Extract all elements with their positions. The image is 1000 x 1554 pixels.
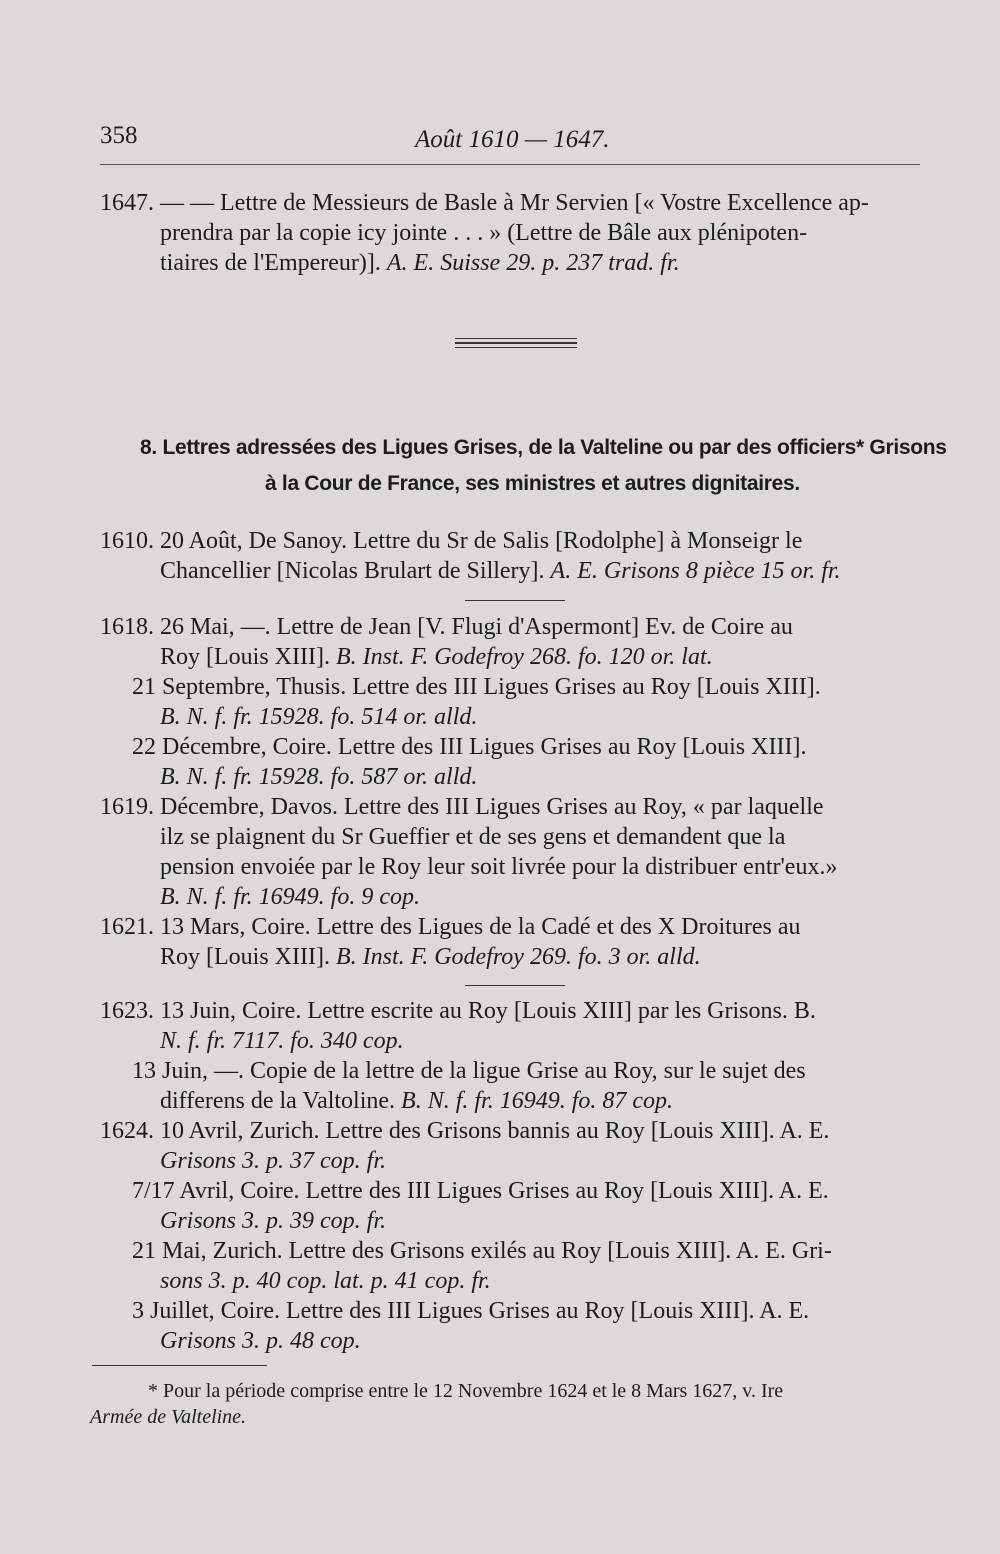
archive-reference: A. E. Suisse 29. p. 237 trad. fr.: [386, 250, 680, 276]
archive-reference: B. N. f. fr. 16949. fo. 87 cop.: [401, 1088, 674, 1114]
entry-1647: [100, 188, 940, 278]
archive-reference: sons 3. p. 40 cop. lat. p. 41 cop. fr.: [160, 1268, 491, 1294]
section-heading-line: 8. Lettres adressées des Ligues Grises, de la Valteline ou par des officiers* Grisons: [140, 436, 947, 459]
entry-line: 1623. 13 Juin, Coire. Lettre escrite au Roy [Louis XIII] par les Grisons. B.: [100, 998, 816, 1024]
archive-reference: N. f. fr. 7117. fo. 340 cop.: [160, 1028, 404, 1054]
entry-line: 21 Mai, Zurich. Lettre des Grisons exilés au Roy [Louis XIII]. A. E. Gri-: [132, 1238, 832, 1264]
archive-reference: B. N. f. fr. 15928. fo. 514 or. alld.: [160, 704, 478, 730]
entry-line: [100, 1086, 940, 1116]
archive-reference: Grisons 3. p. 48 cop.: [160, 1328, 361, 1354]
entry-line: 1621. 13 Mars, Coire. Lettre des Ligues de la Cadé et des X Droitures au: [100, 914, 801, 940]
entry-1619: [100, 792, 940, 912]
entry-text: Roy [Louis XIII].: [160, 644, 330, 670]
entry-line: 1619. Décembre, Davos. Lettre des III Ligues Grises au Roy, « par laquelle: [100, 794, 824, 820]
entry-text: Chancellier [Nicolas Brulart de Sillery].: [160, 558, 545, 584]
footnote-line: Armée de Valteline.: [90, 1406, 247, 1428]
entry-line: 21 Septembre, Thusis. Lettre des III Ligues Grises au Roy [Louis XIII].: [132, 674, 821, 700]
footnote-line: * Pour la période comprise entre le 12 Novembre 1624 et le 8 Mars 1627, v. Ire: [148, 1380, 784, 1402]
entry-separator: [465, 600, 565, 601]
archive-reference: B. N. f. fr. 15928. fo. 587 or. alld.: [160, 764, 478, 790]
entry-line: 1624. 10 Avril, Zurich. Lettre des Grisons bannis au Roy [Louis XIII]. A. E.: [100, 1118, 830, 1144]
entry-line: [100, 642, 940, 672]
entry-1623: [100, 996, 940, 1116]
entry-line: ilz se plaignent du Sr Gueffier et de ses gens et demandent que la: [160, 824, 786, 850]
archive-reference: B. Inst. F. Godefroy 269. fo. 3 or. alld.: [335, 944, 701, 970]
entry-line: 1647. — — Lettre de Messieurs de Basle à Mr Servien [« Vostre Excellence ap-: [100, 190, 869, 216]
entry-line: 1618. 26 Mai, —. Lettre de Jean [V. Flugi d'Aspermont] Ev. de Coire au: [100, 614, 793, 640]
entry-line: prendra par la copie icy jointe . . . » (Lettre de Bâle aux plénipoten-: [160, 220, 808, 246]
archive-reference: B. N. f. fr. 16949. fo. 9 cop.: [160, 884, 421, 910]
entry-line: [100, 942, 940, 972]
entry-1624: [100, 1116, 940, 1356]
footnote: [90, 1378, 930, 1430]
section-heading-line: à la Cour de France, ses ministres et autres dignitaires.: [265, 472, 800, 495]
entry-line: 7/17 Avril, Coire. Lettre des III Ligues Grises au Roy [Louis XIII]. A. E.: [132, 1178, 829, 1204]
entry-line: [100, 556, 940, 586]
archive-reference: A. E. Grisons 8 pièce 15 or. fr.: [550, 558, 841, 584]
entry-line: pension envoiée par le Roy leur soit livrée pour la distribuer entr'eux.»: [160, 854, 838, 880]
archive-reference: Grisons 3. p. 37 cop. fr.: [160, 1148, 387, 1174]
entry-text: Roy [Louis XIII].: [160, 944, 330, 970]
archive-reference: B. Inst. F. Godefroy 268. fo. 120 or. lat.: [335, 644, 713, 670]
entry-line: 1610. 20 Août, De Sanoy. Lettre du Sr de Salis [Rodolphe] à Monseigr le: [100, 528, 803, 554]
running-head: Août 1610 — 1647.: [415, 126, 610, 153]
archive-reference: Grisons 3. p. 39 cop. fr.: [160, 1208, 387, 1234]
entry-line: 13 Juin, —. Copie de la lettre de la ligue Grise au Roy, sur le sujet des: [132, 1058, 806, 1084]
entry-1610: [100, 526, 940, 586]
entry-line: [100, 248, 940, 278]
entry-line: 22 Décembre, Coire. Lettre des III Ligues Grises au Roy [Louis XIII].: [132, 734, 807, 760]
footnote-rule: [92, 1365, 267, 1366]
entry-separator: [465, 985, 565, 986]
page-number: 358: [100, 122, 138, 149]
entry-1618: [100, 612, 940, 792]
entry-text: differens de la Valtoline.: [160, 1088, 396, 1114]
entry-text: tiaires de l'Empereur)].: [160, 250, 381, 276]
page-header: [100, 122, 920, 158]
entry-1621: [100, 912, 940, 972]
header-rule: [100, 164, 920, 165]
entry-line: 3 Juillet, Coire. Lettre des III Ligues Grises au Roy [Louis XIII]. A. E.: [132, 1298, 810, 1324]
